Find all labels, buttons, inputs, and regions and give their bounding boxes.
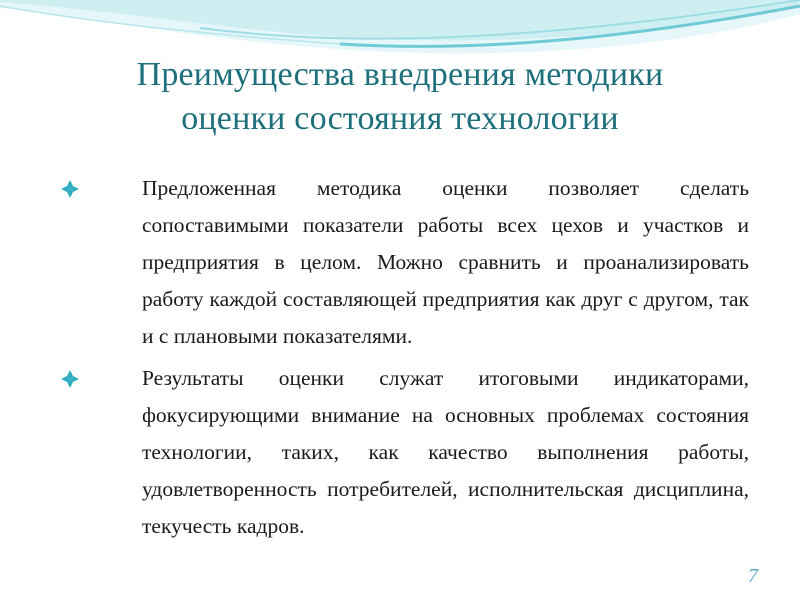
bullet-item <box>0 360 800 545</box>
bullet-text: Предложенная методика оценки позволяет сделать сопоставимыми показатели работы всех цехов и участков и предприятия в целом. Можно сравнить и проанализировать работу каждой составляющей предприятия как друг с другом, так и с плановыми показателями. <box>142 176 749 348</box>
page-number: 7 <box>748 565 758 587</box>
diamond-bullet-icon <box>60 369 80 389</box>
slide-title <box>40 53 760 141</box>
bullet-item <box>0 170 800 355</box>
slide-title-line-1: Преимущества внедрения методики <box>136 56 664 93</box>
slide-title-line-2: оценки состояния технологии <box>181 100 619 137</box>
bullet-list <box>0 170 800 545</box>
bullet-text: Результаты оценки служат итоговыми индикаторами, фокусирующими внимание на основных проблемах состояния технологии, таких, как качество выполнения работы, удовлетворенность потребителей, исполнительская дисциплина, текучесть кадров. <box>142 366 749 538</box>
diamond-bullet-icon <box>60 179 80 199</box>
